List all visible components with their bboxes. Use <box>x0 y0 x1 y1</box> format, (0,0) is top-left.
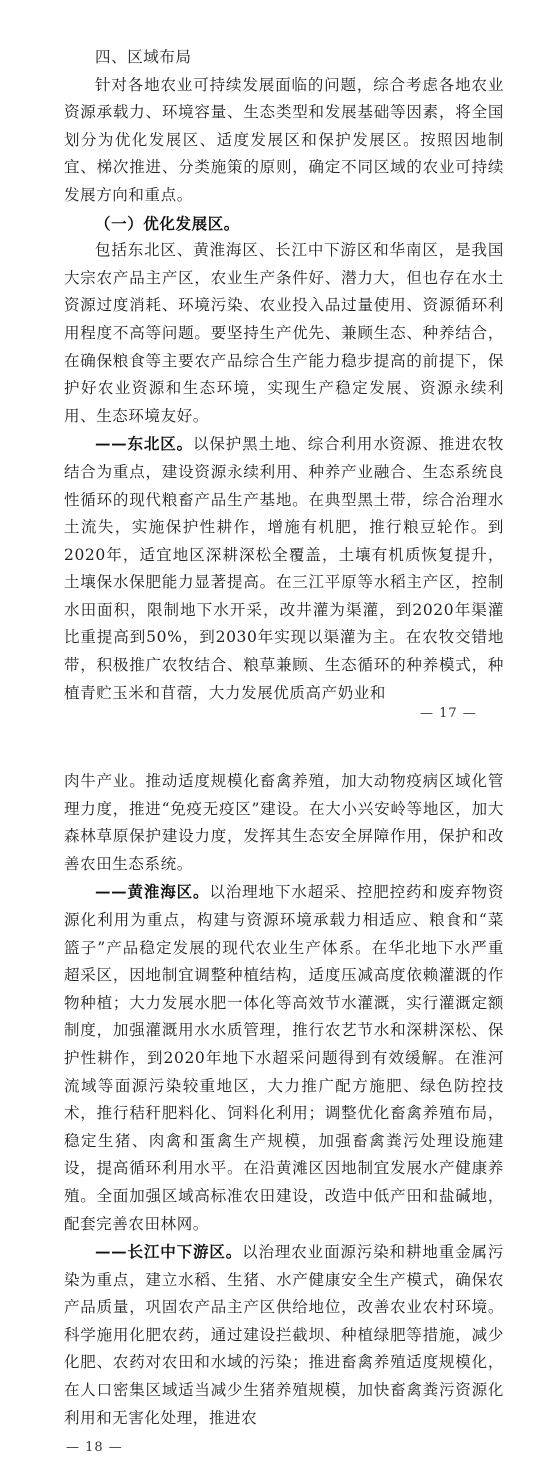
huanghuaihai-paragraph <box>64 878 504 1238</box>
yangtze-paragraph <box>64 1238 504 1432</box>
yangtze-label: ——长江中下游区。 <box>95 1242 243 1262</box>
page-17-body <box>64 44 504 707</box>
northeast-paragraph <box>64 430 504 707</box>
huanghuaihai-label: ——黄淮海区。 <box>95 882 210 902</box>
northeast-continuation-paragraph: 肉牛产业。推动适度规模化畜禽养殖，加大动物疫病区域化管理力度，推进“免疫无疫区”建设。在大小兴安岭等地区，加大森林草原保护建设力度，发挥其生态安全屏障作用，保护和改善农田生态系统。 <box>64 772 504 873</box>
huanghuaihai-text: 以治理地下水超采、控肥控药和废弃物资源化利用为重点，构建与资源环境承载力相适应、粮食和“菜篮子”产品稳定发展的现代农业生产体系。在华北地下水严重超采区，因地制宜调整种植结构，适度压减高度依赖灌溉的作物种植；大力发展水肥一体化等高效节水灌溉，实行灌溉定额制度，加强灌溉用水水质管理，推行农艺节水和深耕深松、保护性耕作，到2020年地下水超采问题得到有效缓解。在淮河流域等面源污染较重地区，大力推广配方施肥、绿色防控技术，推行秸秆肥料化、饲料化利用；调整优化畜禽养殖布局，稳定生猪、肉禽和蛋禽生产规模，加强畜禽粪污处理设施建设，提高循环利用水平。在沿黄滩区因地制宜发展水产健康养殖。全面加强区域高标准农田建设，改造中低产田和盐碱地，配套完善农田林网。 <box>64 883 505 1233</box>
section-4-heading: 四、区域布局 <box>95 48 192 66</box>
northeast-text: 以保护黑土地、综合利用水资源、推进农牧结合为重点，建设资源永续利用、种养产业融合、生态系统良性循环的现代粮畜产品生产基地。在典型黑土带，综合治理水土流失，实施保护性耕作，增施有机肥，推行粮豆轮作。到2020年，适宜地区深耕深松全覆盖，土壤有机质恢复提升，土壤保水保肥能力显著提高。在三江平原等水稻主产区，控制水田面积，限制地下水开采，改井灌为渠灌，到2020年渠灌比重提高到50%，到2030年实现以渠灌为主。在农牧交错地带，积极推广农牧结合、粮草兼顾、生态循环的种养模式，种植青贮玉米和苜蓿，大力发展优质高产奶业和 <box>64 435 504 702</box>
document-page-18 <box>0 734 554 1468</box>
section-4-intro-paragraph: 针对各地农业可持续发展面临的问题，综合考虑各地农业资源承载力、环境容量、生态类型和发展基础等因素，将全国划分为优化发展区、适度发展区和保护发展区。按照因地制宜、梯次推进、分类施策的原则，确定不同区域的农业可持续发展方向和重点。 <box>64 75 504 204</box>
page-number-18: — 18 — <box>66 1440 123 1455</box>
yangtze-text: 以治理农业面源污染和耕地重金属污染为重点，建立水稻、生猪、水产健康安全生产模式，确保农产品质量，巩固农产品主产区供给地位，改善农业农村环境。科学施用化肥农药，通过建设拦截坝、种植绿肥等措施，减少化肥、农药对农田和水域的污染；推进畜禽养殖适度规模化，在人口密集区域适当减少生猪养殖规模，加快畜禽粪污资源化利用和无害化处理，推进农 <box>64 1243 504 1427</box>
optimized-zone-paragraph: 包括东北区、黄淮海区、长江中下游区和华南区，是我国大宗农产品主产区，农业生产条件好、潜力大，但也存在水土资源过度消耗、环境污染、农业投入品过量使用、资源循环利用程度不高等问题。要坚持生产优先、兼顾生态、种养结合，在确保粮食等主要农产品综合生产能力稳步提高的前提下，保护好农业资源和生态环境，实现生产稳定发展、资源永续利用、生态环境友好。 <box>64 241 504 425</box>
optimized-zone-subheading: （一）优化发展区。 <box>95 213 240 233</box>
northeast-label: ——东北区。 <box>95 434 194 454</box>
page-18-body <box>64 768 504 1432</box>
page-number-17: — 17 — <box>420 706 477 721</box>
